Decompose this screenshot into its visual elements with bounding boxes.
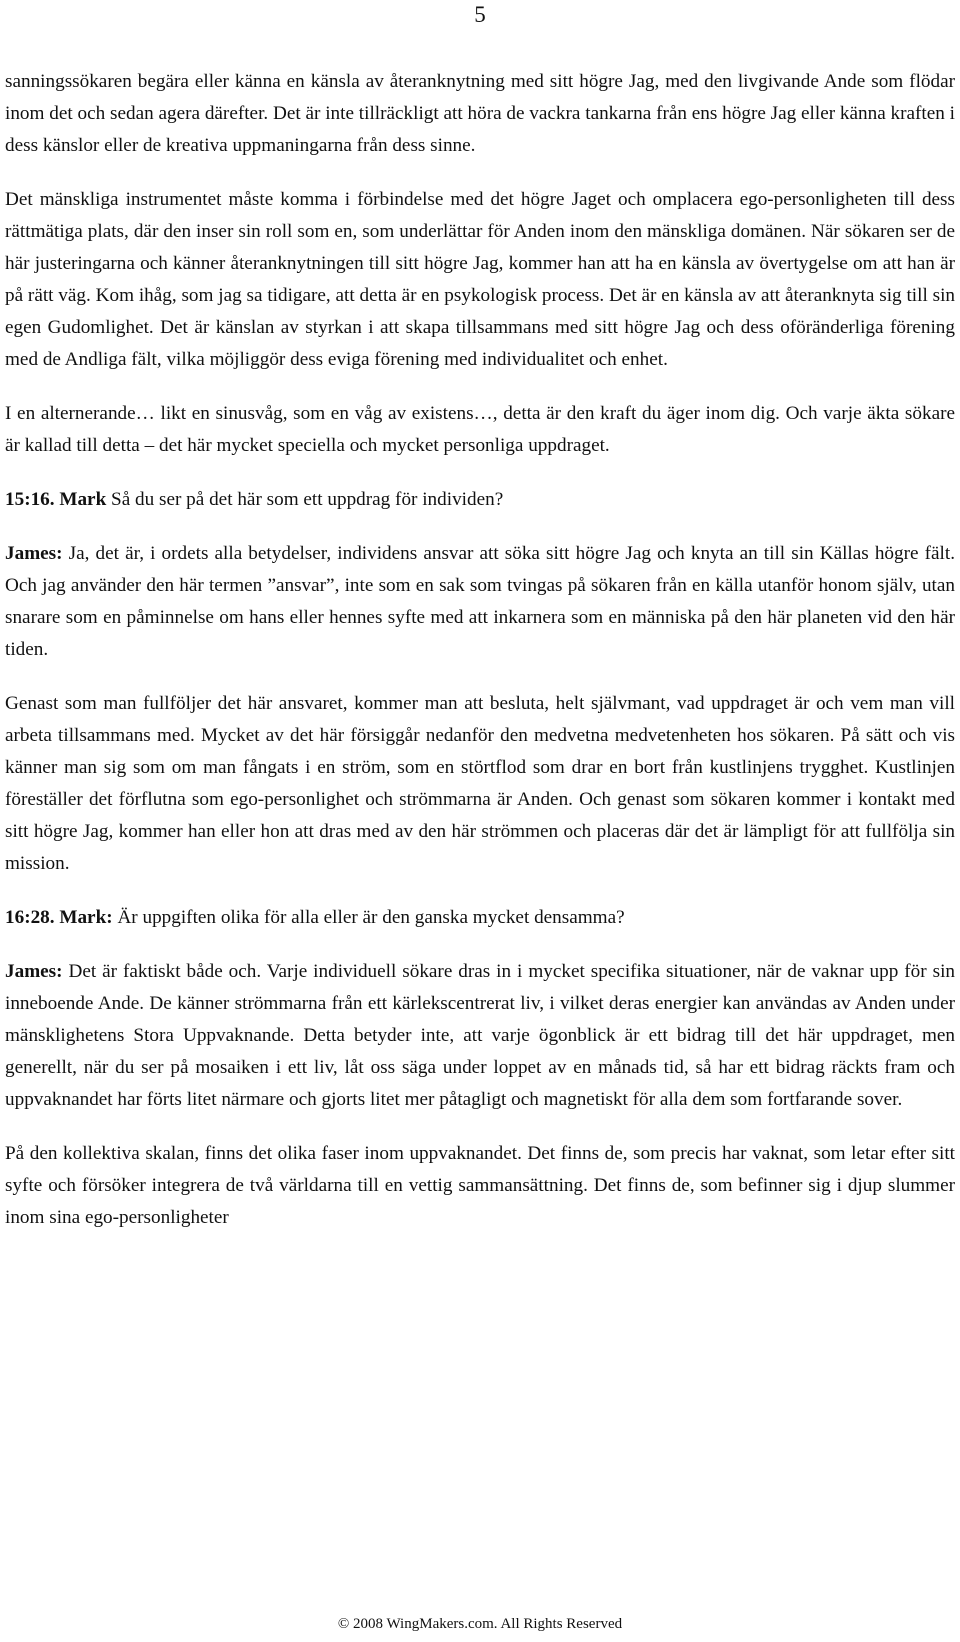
paragraph-3: I en alternerande… likt en sinusvåg, som en våg av existens…, detta är den kraft du äger inom dig. Och varje äkta sökare är kallad till detta – det här mycket speciella och mycket personliga uppdraget. bbox=[5, 403, 955, 456]
answer-2-speaker: James: bbox=[5, 961, 63, 982]
document-body bbox=[5, 66, 955, 1256]
answer-1-speaker: James: bbox=[5, 543, 63, 564]
paragraph-4: Genast som man fullföljer det här ansvaret, kommer man att besluta, helt självmant, vad uppdraget är och vem man vill arbeta tillsammans med. Mycket av det här försiggår nedanför den medvetna medvetenheten hos sökaren. På sätt och vis känner man sig som om man fångats i en ström, som en störtflod som drar en bort från kustlinjens trygghet. Kustlinjen föreställer det förflutna som ego-personlighet och strömmarna är Anden. Och genast som sökaren kommer i kontakt med sitt högre Jag, kommer han eller hon att dras med av den här strömmen och placeras där det är lämpligt för att fullfölja sin mission. bbox=[5, 693, 955, 874]
copyright-footer: © 2008 WingMakers.com. All Rights Reserved bbox=[337, 1616, 623, 1632]
question-2-label: 16:28. Mark: bbox=[5, 907, 113, 928]
question-2 bbox=[5, 902, 955, 934]
question-1-label: 15:16. Mark bbox=[5, 489, 107, 510]
page-number: 5 bbox=[474, 2, 486, 27]
question-1-text: Så du ser på det här som ett uppdrag för individen? bbox=[106, 489, 504, 510]
paragraph-2: Det mänskliga instrumentet måste komma i förbindelse med det högre Jaget och omplacera ego-personligheten till dess rättmätiga plats, där den inser sin roll som en, som underlättar för Anden inom den mänskliga domänen. När sökaren ser de här justeringarna och känner återanknytningen till sitt högre Jag, kommer han att ha en känsla av övertygelse om att han är på rätt väg. Kom ihåg, som jag sa tidigare, att detta är en psykologisk process. Det är en känsla av att återanknyta sig till sin egen Gudomlighet. Det är känslan av styrkan i att skapa tillsammans med sitt högre Jag och dess oföränderliga förening med de Andliga fält, vilka möjliggör dess eviga förening med individualitet och enhet. bbox=[5, 189, 955, 370]
paragraph-1: sanningssökaren begära eller känna en känsla av återanknytning med sitt högre Jag, med den livgivande Ande som flödar inom det och sedan agera därefter. Det är inte tillräckligt att höra de vackra tankarna från ens högre Jag eller känna kraften i dess känslor eller de kreativa uppmaningarna från dess sinne. bbox=[5, 71, 955, 156]
answer-1-text: Ja, det är, i ordets alla betydelser, individens ansvar att söka sitt högre Jag och knyta an till sin Källas högre fält. Och jag använder den här termen ”ansvar”, inte som en sak som tvingas på sökaren från en källa utanför honom själv, utan snarare som en påminnelse om hans eller hennes syfte med att inkarnera som en människa på den här planeten vid den här tiden. bbox=[5, 543, 955, 660]
paragraph-last: På den kollektiva skalan, finns det olika faser inom uppvaknandet. Det finns de, som precis har vaknat, som letar efter sitt syfte och försöker integrera de två världarna till en vettig sammansättning. Det finns de, som befinner sig i djup slummer inom sina ego-personligheter bbox=[5, 1143, 955, 1228]
question-1 bbox=[5, 484, 955, 516]
answer-2 bbox=[5, 956, 955, 1116]
answer-1 bbox=[5, 538, 955, 666]
answer-2-text: Det är faktiskt både och. Varje individuell sökare dras in i mycket specifika situationer, när de vaknar upp för sin inneboende Ande. De känner strömmarna från ett kärlekscentrerat liv, i vilket deras energier kan användas av Anden under mänsklighetens Stora Uppvaknande. Detta betyder inte, att varje ögonblick är ett bidrag till det här uppdraget, men generellt, när du ser på mosaiken i ett liv, låt oss säga under loppet av en månads tid, så har ett bidrag räckts fram och uppvaknandet har förts litet närmare och gjorts litet mer påtagligt och magnetiskt för alla dem som fortfarande sover. bbox=[5, 961, 955, 1110]
question-2-text: Är uppgiften olika för alla eller är den ganska mycket densamma? bbox=[112, 907, 625, 928]
